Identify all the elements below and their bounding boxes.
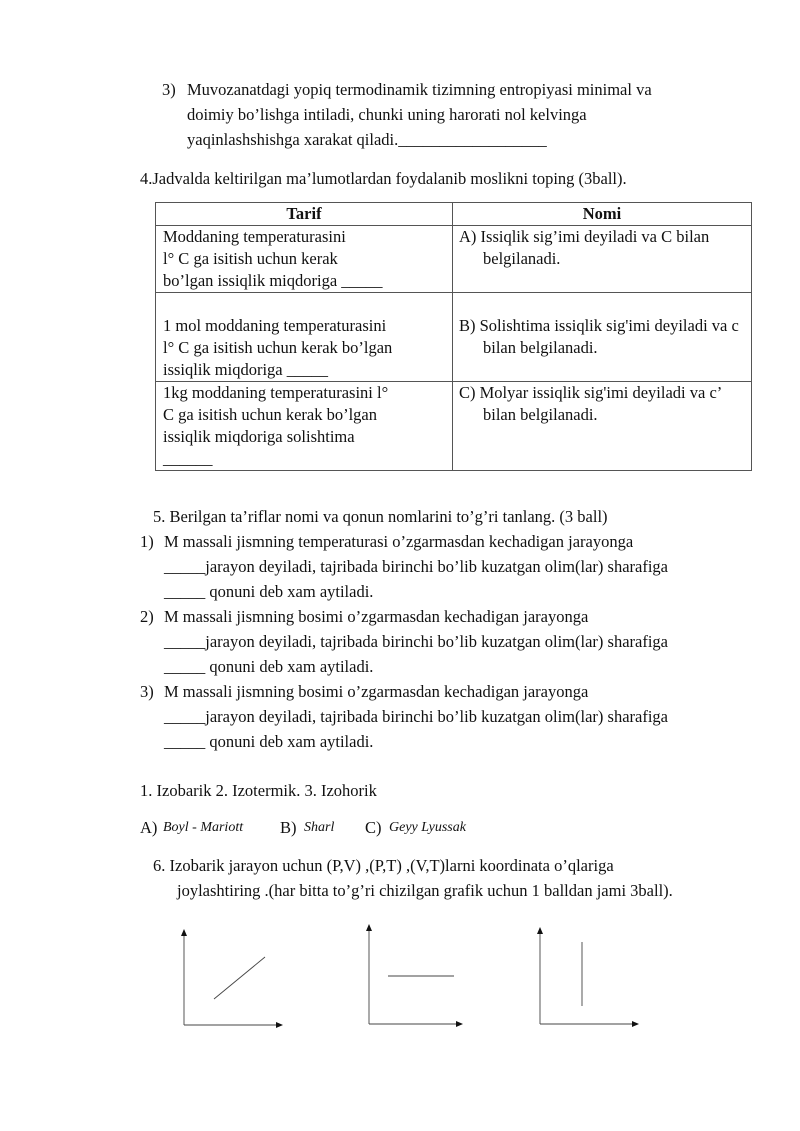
row2-answer: B) Solishtima issiqlik sig'imi deyiladi va c bilan belgilanadi.: [453, 293, 752, 382]
law-option-a-letter: A): [140, 818, 158, 837]
task5-item3-number: 3): [140, 682, 154, 701]
law-option-a-name: Boyl - Mariott: [163, 820, 244, 835]
row2-def-line: 1 mol moddaning temperaturasini: [163, 316, 387, 335]
task5-item1-number: 1): [140, 532, 154, 551]
q3-line-2: doimiy bo’lishga intiladi, chunki uning harorati nol kelvinga: [187, 105, 587, 124]
task4-title: 4.Jadvalda keltirilgan ma’lumotlardan foydalanib moslikni toping (3ball).: [140, 169, 627, 188]
task5-item1-line2: _____jarayon deyiladi, tajribada birinchi bo’lib kuzatgan olim(lar) sharafiga: [164, 557, 668, 576]
task5-item1-line3: _____ qonuni deb xam aytiladi.: [164, 582, 374, 601]
row3-def-line: ______: [163, 449, 213, 468]
header-nomi: Nomi: [453, 203, 752, 226]
q3-line-1: Muvozanatdagi yopiq termodinamik tizimning entropiyasi minimal va: [187, 80, 652, 99]
law-option-c-name: Geyy Lyussak: [389, 820, 466, 835]
row3-def-line: C ga isitish uchun kerak bo’lgan: [163, 405, 378, 424]
task5-item2-line1: M massali jismning bosimi o’zgarmasdan kechadigan jarayonga: [164, 607, 589, 626]
header-tarif: Tarif: [156, 203, 453, 226]
row1-def-line: l° C ga isitish uchun kerak: [163, 249, 338, 268]
q3-number: 3): [162, 80, 176, 99]
task5-item2-line2: _____jarayon deyiladi, tajribada birinchi bo’lib kuzatgan olim(lar) sharafiga: [164, 632, 668, 651]
task5-item3-line3: _____ qonuni deb xam aytiladi.: [164, 732, 374, 751]
graph-3: [540, 928, 638, 1024]
graph-2: [369, 925, 462, 1024]
row1-def-line: Moddaning temperaturasini: [163, 227, 346, 246]
task5-item3-line1: M massali jismning bosimi o’zgarmasdan kechadigan jarayonga: [164, 682, 589, 701]
task5-item3-line2: _____jarayon deyiladi, tajribada birinchi bo’lib kuzatgan olim(lar) sharafiga: [164, 707, 668, 726]
row2-def-line: l° C ga isitish uchun kerak bo’lgan: [163, 338, 393, 357]
process-options: 1. Izobarik 2. Izotermik. 3. Izohorik: [140, 781, 377, 800]
law-option-c-letter: C): [365, 818, 382, 837]
row2-def-line: issiqlik miqdoriga _____: [163, 360, 328, 379]
task5-item2-line3: _____ qonuni deb xam aytiladi.: [164, 657, 374, 676]
row3-def-line: 1kg moddaning temperaturasini l°: [163, 383, 389, 402]
row1-answer: A) Issiqlik sig’imi deyiladi va C bilan belgilanadi.: [453, 226, 752, 293]
row3-answer: C) Molyar issiqlik sig'imi deyiladi va c’ bilan belgilanadi.: [453, 382, 752, 471]
graph1-sloped-line: [214, 957, 265, 999]
task5-item2-number: 2): [140, 607, 154, 626]
law-option-b-letter: B): [280, 818, 297, 837]
row1-def-line: bo’lgan issiqlik miqdoriga _____: [163, 271, 383, 290]
row3-def-line: issiqlik miqdoriga solishtima: [163, 427, 355, 446]
task6-line1: 6. Izobarik jarayon uchun (P,V) ,(P,T) ,(V,T)larni koordinata o’qlariga: [153, 856, 614, 875]
q3-line-3: yaqinlashshishga xarakat qiladi.__________________: [187, 130, 547, 149]
task6-line2: joylashtiring .(har bitta to’g’ri chizilgan grafik uchun 1 balldan jami 3ball).: [177, 881, 673, 900]
task5-item1-line1: M massali jismning temperaturasi o’zgarmasdan kechadigan jarayonga: [164, 532, 634, 551]
law-option-b-name: Sharl: [304, 820, 335, 835]
task5-title: 5. Berilgan ta’riflar nomi va qonun nomlarini to’g’ri tanlang. (3 ball): [153, 507, 608, 526]
graph-1: [184, 930, 282, 1025]
